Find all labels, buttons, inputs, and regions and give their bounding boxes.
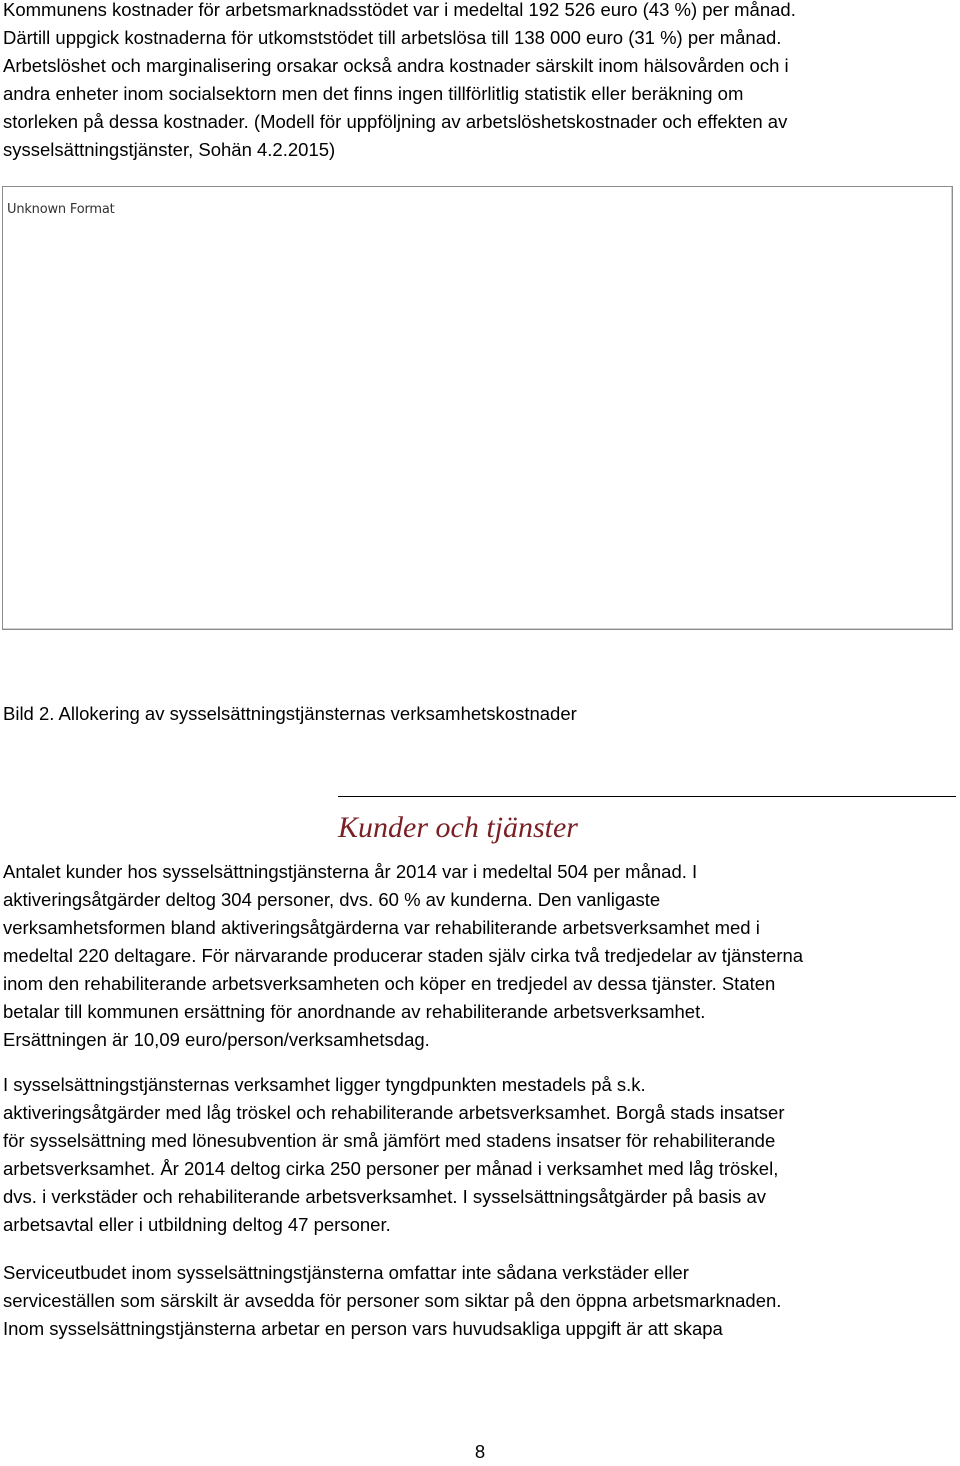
intro-paragraph (3, 0, 957, 164)
body-paragraph-3 (3, 1259, 957, 1343)
body-paragraph-1 (3, 858, 957, 1054)
text-line: medeltal 220 deltagare. För närvarande producerar staden själv cirka två tredjedelar av tjänsterna (3, 945, 804, 966)
text-line: arbetsavtal eller i utbildning deltog 47 personer. (3, 1214, 391, 1235)
text-line: verksamhetsformen bland aktiveringsåtgärderna var rehabiliterande arbetsverksamhet med i (3, 917, 760, 938)
figure-image-placeholder (2, 186, 953, 630)
text-line: betalar till kommunen ersättning för anordnande av rehabiliterande arbetsverksamhet. (3, 1001, 706, 1022)
text-line: Arbetslöshet och marginalisering orsakar också andra kostnader särskilt inom hälsovården och i (3, 55, 789, 76)
section-heading: Kunder och tjänster (338, 811, 578, 844)
text-line: Därtill uppgick kostnaderna för utkomststödet till arbetslösa till 138 000 euro (31 %) per månad. (3, 27, 782, 48)
text-line: Serviceutbudet inom sysselsättningstjänsterna omfattar inte sådana verkstäder eller (3, 1262, 689, 1283)
text-line: Antalet kunder hos sysselsättningstjänsterna år 2014 var i medeltal 504 per månad. I (3, 861, 698, 882)
unknown-format-label: Unknown Format (7, 202, 115, 217)
text-line: storleken på dessa kostnader. (Modell för uppföljning av arbetslöshetskostnader och effekten av (3, 111, 788, 132)
text-line: aktiveringsåtgärder deltog 304 personer, dvs. 60 % av kunderna. Den vanligaste (3, 889, 661, 910)
text-line: andra enheter inom socialsektorn men det finns ingen tillförlitlig statistik eller beräkning om (3, 83, 744, 104)
text-line: arbetsverksamhet. År 2014 deltog cirka 250 personer per månad i verksamhet med låg tröskel, (3, 1158, 779, 1179)
text-line: Kommunens kostnader för arbetsmarknadsstödet var i medeltal 192 526 euro (43 %) per månad. (3, 0, 796, 20)
text-line: dvs. i verkstäder och rehabiliterande arbetsverksamhet. I sysselsättningsåtgärder på basis av (3, 1186, 766, 1207)
text-line: för sysselsättning med lönesubvention är små jämfört med stadens insatser för rehabiliterande (3, 1130, 776, 1151)
text-line: sysselsättningstjänster, Sohän 4.2.2015) (3, 139, 336, 160)
text-line: Ersättningen är 10,09 euro/person/verksamhetsdag. (3, 1029, 430, 1050)
body-paragraph-2 (3, 1071, 957, 1239)
heading-divider (338, 796, 956, 797)
text-line: Inom sysselsättningstjänsterna arbetar en person vars huvudsakliga uppgift är att skapa (3, 1318, 723, 1339)
text-line: aktiveringsåtgärder med låg tröskel och rehabiliterande arbetsverksamhet. Borgå stads insatser (3, 1102, 785, 1123)
figure-caption: Bild 2. Allokering av sysselsättningstjänsternas verksamhetskostnader (3, 703, 577, 724)
text-line: I sysselsättningstjänsternas verksamhet ligger tyngdpunkten mestadels på s.k. (3, 1074, 646, 1095)
text-line: inom den rehabiliterande arbetsverksamheten och köper en tredjedel av dessa tjänster. Staten (3, 973, 776, 994)
text-line: serviceställen som särskilt är avsedda för personer som siktar på den öppna arbetsmarknaden. (3, 1290, 782, 1311)
page-number: 8 (474, 1441, 486, 1462)
